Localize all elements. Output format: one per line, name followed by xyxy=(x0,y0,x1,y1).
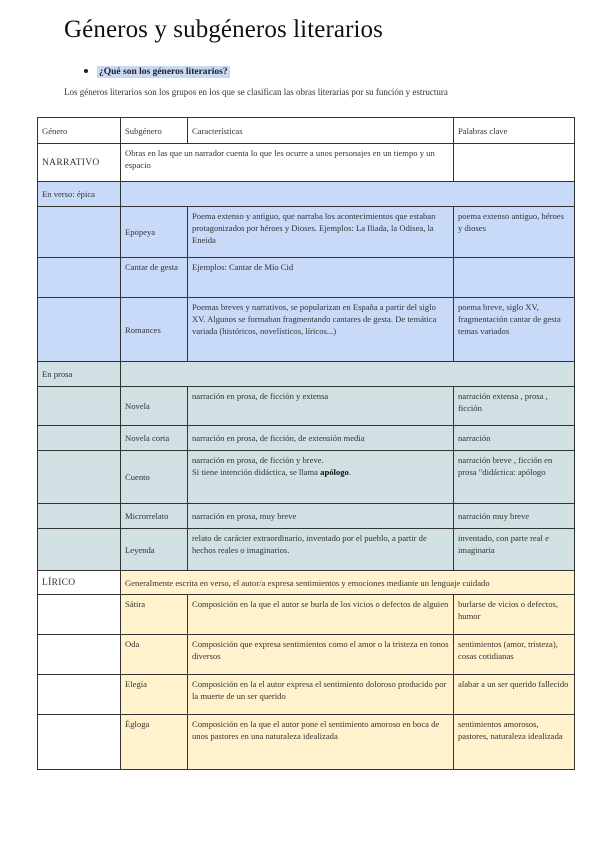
chars-oda: Composición que expresa sentimientos como el amor o la tristeza en tonos diversos xyxy=(188,635,454,675)
table-row xyxy=(38,504,575,529)
sub-elegia: Elegía xyxy=(121,675,188,715)
chars-cantar: Ejemplos: Cantar de Mío Cid xyxy=(188,258,454,298)
sub-leyenda: Leyenda xyxy=(121,529,188,571)
lirico-row xyxy=(38,571,575,595)
genres-table xyxy=(37,117,575,770)
empty-cell xyxy=(38,207,121,258)
question-bullet xyxy=(84,67,230,77)
chars-elegia: Composición en la el autor expresa el sentimiento doloroso producido por la muerte de un ser querido xyxy=(188,675,454,715)
sub-novela-corta: Novela corta xyxy=(121,426,188,451)
empty-cell xyxy=(38,715,121,770)
chars-novela-corta: narración en prosa, de ficción, de extensión media xyxy=(188,426,454,451)
table-row xyxy=(38,451,575,504)
empty-cell xyxy=(38,529,121,571)
chars-cuento-line2: Si tiene intención didáctica, se llama xyxy=(192,467,321,477)
keys-cantar xyxy=(454,258,575,298)
chars-microrrelato: narración en prosa, muy breve xyxy=(188,504,454,529)
empty-cell xyxy=(38,298,121,362)
keys-egloga: sentimientos amorosos, pastores, naturaleza idealizada xyxy=(454,715,575,770)
genre-narrativo: NARRATIVO xyxy=(38,144,121,182)
header-palabras-clave: Palabras clave xyxy=(454,118,575,144)
apologo-term: apólogo xyxy=(320,467,349,477)
keys-leyenda: inventado, con parte real e imaginaria xyxy=(454,529,575,571)
header-subgenero: Subgénero xyxy=(121,118,188,144)
sub-satira: Sátira xyxy=(121,595,188,635)
narrativo-row xyxy=(38,144,575,182)
table-row xyxy=(38,426,575,451)
table-row xyxy=(38,529,575,571)
genre-lirico: LÍRICO xyxy=(38,571,121,595)
keys-novela-corta: narración xyxy=(454,426,575,451)
keys-cuento: narración breve , ficción en prosa "didáctica: apólogo xyxy=(454,451,575,504)
prosa-section-row xyxy=(38,362,575,387)
page-title: Géneros y subgéneros literarios xyxy=(64,16,383,43)
chars-cuento-line1: narración en prosa, de ficción y breve. xyxy=(192,455,324,465)
question-text: ¿Qué son los géneros literarios? xyxy=(99,67,228,77)
header-caracteristicas: Características xyxy=(188,118,454,144)
empty-cell xyxy=(38,426,121,451)
narrativo-empty xyxy=(454,144,575,182)
keys-elegia: alabar a un ser querido fallecido xyxy=(454,675,575,715)
empty-cell xyxy=(38,675,121,715)
keys-epopeya: poema extenso antiguo, héroes y dioses xyxy=(454,207,575,258)
table-row xyxy=(38,207,575,258)
table-row xyxy=(38,595,575,635)
chars-novela: narración en prosa, de ficción y extensa xyxy=(188,387,454,426)
sub-egloga: Égloga xyxy=(121,715,188,770)
sub-cuento: Cuento xyxy=(121,451,188,504)
chars-satira: Composición en la que el autor se burla de los vicios o defectos de alguien xyxy=(188,595,454,635)
keys-novela: narración extensa , prosa , ficción xyxy=(454,387,575,426)
verso-label: En verso: épica xyxy=(38,182,121,207)
lirico-description: Generalmente escrita en verso, el autor/a expresa sentimientos y emociones mediante un lenguaje cuidado xyxy=(121,571,575,595)
sub-cantar: Cantar de gesta xyxy=(121,258,188,298)
bullet-dot xyxy=(84,69,88,73)
table-row xyxy=(38,675,575,715)
table-row xyxy=(38,258,575,298)
table-row xyxy=(38,635,575,675)
chars-epopeya: Poema extenso y antiguo, que narraba los acontecimientos que estaban protagonizados por héroes y Dioses. Ejemplos: La Iliada, la Odisea, la Eneida xyxy=(188,207,454,258)
verso-empty xyxy=(121,182,575,207)
verso-section-row xyxy=(38,182,575,207)
keys-microrrelato: narración muy breve xyxy=(454,504,575,529)
table-row xyxy=(38,387,575,426)
prosa-empty xyxy=(121,362,575,387)
chars-egloga: Composición en la que el autor pone el sentimiento amoroso en boca de unos pastores en una naturaleza idealizada xyxy=(188,715,454,770)
table-row xyxy=(38,298,575,362)
narrativo-description: Obras en las que un narrador cuenta lo que les ocurre a unos personajes en un tiempo y un espacio xyxy=(121,144,454,182)
empty-cell xyxy=(38,595,121,635)
sub-oda: Oda xyxy=(121,635,188,675)
keys-oda: sentimientos (amor, tristeza), cosas cotidianas xyxy=(454,635,575,675)
sub-microrrelato: Microrrelato xyxy=(121,504,188,529)
chars-cuento xyxy=(188,451,454,504)
intro-paragraph: Los géneros literarios son los grupos en los que se clasifican las obras literarias por su función y estructura xyxy=(64,87,448,97)
empty-cell xyxy=(38,635,121,675)
empty-cell xyxy=(38,258,121,298)
chars-romances: Poemas breves y narrativos, se popularizan en España a partir del siglo XV. Algunos se formaban fragmentando cantares de gesta. De temática variada (históricos, novelísticos, líricos...) xyxy=(188,298,454,362)
empty-cell xyxy=(38,504,121,529)
keys-satira: burlarse de vicios o defectos, humor xyxy=(454,595,575,635)
empty-cell xyxy=(38,451,121,504)
chars-leyenda: relato de carácter extraordinario, inventado por el pueblo, a partir de hechos reales o imaginarios. xyxy=(188,529,454,571)
keys-romances: poema breve, siglo XV, fragmentación cantar de gesta temas variados xyxy=(454,298,575,362)
table-header-row xyxy=(38,118,575,144)
sub-epopeya: Epopeya xyxy=(121,207,188,258)
sub-novela: Novela xyxy=(121,387,188,426)
header-genero: Género xyxy=(38,118,121,144)
chars-cuento-end: . xyxy=(348,467,351,477)
empty-cell xyxy=(38,387,121,426)
prosa-label: En prosa xyxy=(38,362,121,387)
sub-romances: Romances xyxy=(121,298,188,362)
table-row xyxy=(38,715,575,770)
